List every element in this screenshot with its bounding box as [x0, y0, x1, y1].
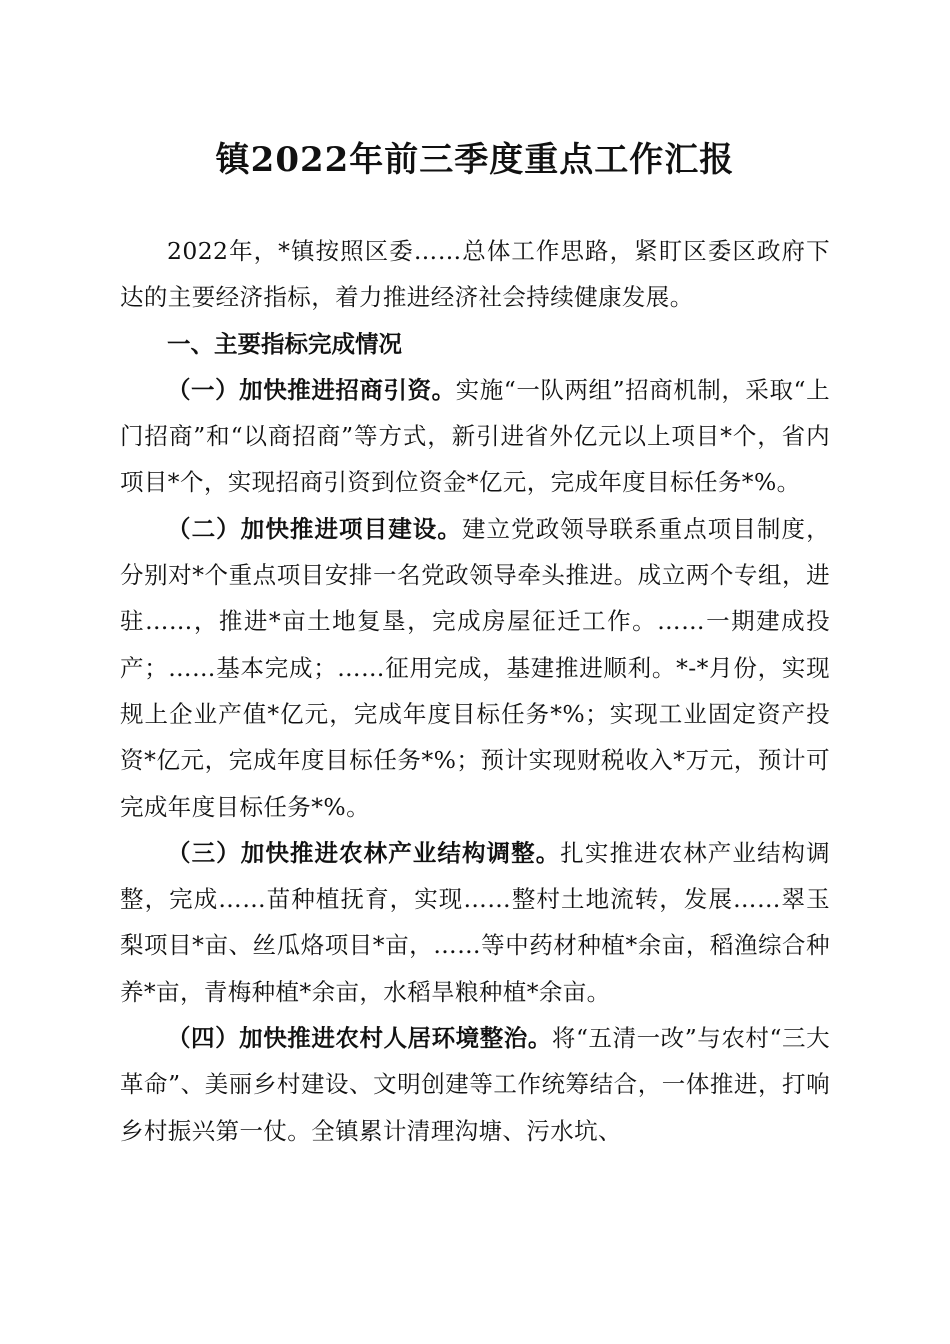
item-heading: （四）加快推进农村人居环境整治。 [167, 1024, 552, 1053]
item-text: 扎实推进农林产业结构调整，完成……苗种植抚育，实现……整村土地流转，发展……翠玉梨项目*亩、丝瓜烙项目*亩，……等中药材种植*余亩，稻渔综合种养*亩，青梅种植*余亩，水稻旱粮种植*余亩。 [120, 838, 830, 1006]
item-heading: （三）加快推进农林产业结构调整。 [167, 838, 561, 867]
item-text: 建立党政领导联系重点项目制度，分别对*个重点项目安排一名党政领导牵头推进。成立两个专组，进驻……，推进*亩土地复垦，完成房屋征迁工作。……一期建成投产；……基本完成；……征用完成，基建推进顺利。*-*月份，实现规上企业产值*亿元，完成年度目标任务*%；实现工业固定资产投资*亿元，完成年度目标任务*%；预计实现财税收入*万元，预计可完成年度目标任务*%。 [120, 514, 830, 821]
document-body [120, 228, 830, 1154]
document-title: 镇2022年前三季度重点工作汇报 [215, 140, 735, 180]
item-text: 将“五清一改”与农村“三大革命”、美丽乡村建设、文明创建等工作统筹结合，一体推进，打响乡村振兴第一仗。全镇累计清理沟塘、污水坑、 [120, 1024, 830, 1145]
paragraph-item-2 [120, 506, 830, 830]
paragraph-item-4 [120, 1015, 830, 1154]
item-text: 实施“一队两组”招商机制，采取“上门招商”和“以商招商”等方式，新引进省外亿元以上项目*个，省内项目*个，实现招商引资到位资金*亿元，完成年度目标任务*%。 [120, 375, 830, 497]
paragraph-item-1 [120, 367, 830, 506]
item-heading: （一）加快推进招商引资。 [167, 375, 456, 404]
section-heading: 一、主要指标完成情况 [167, 329, 402, 358]
paragraph-item-3 [120, 830, 830, 1015]
item-heading: （二）加快推进项目建设。 [167, 514, 462, 543]
intro-paragraph: 2022年，*镇按照区委……总体工作思路，紧盯区委区政府下达的主要经济指标，着力推进经济社会持续健康发展。 [120, 237, 830, 312]
